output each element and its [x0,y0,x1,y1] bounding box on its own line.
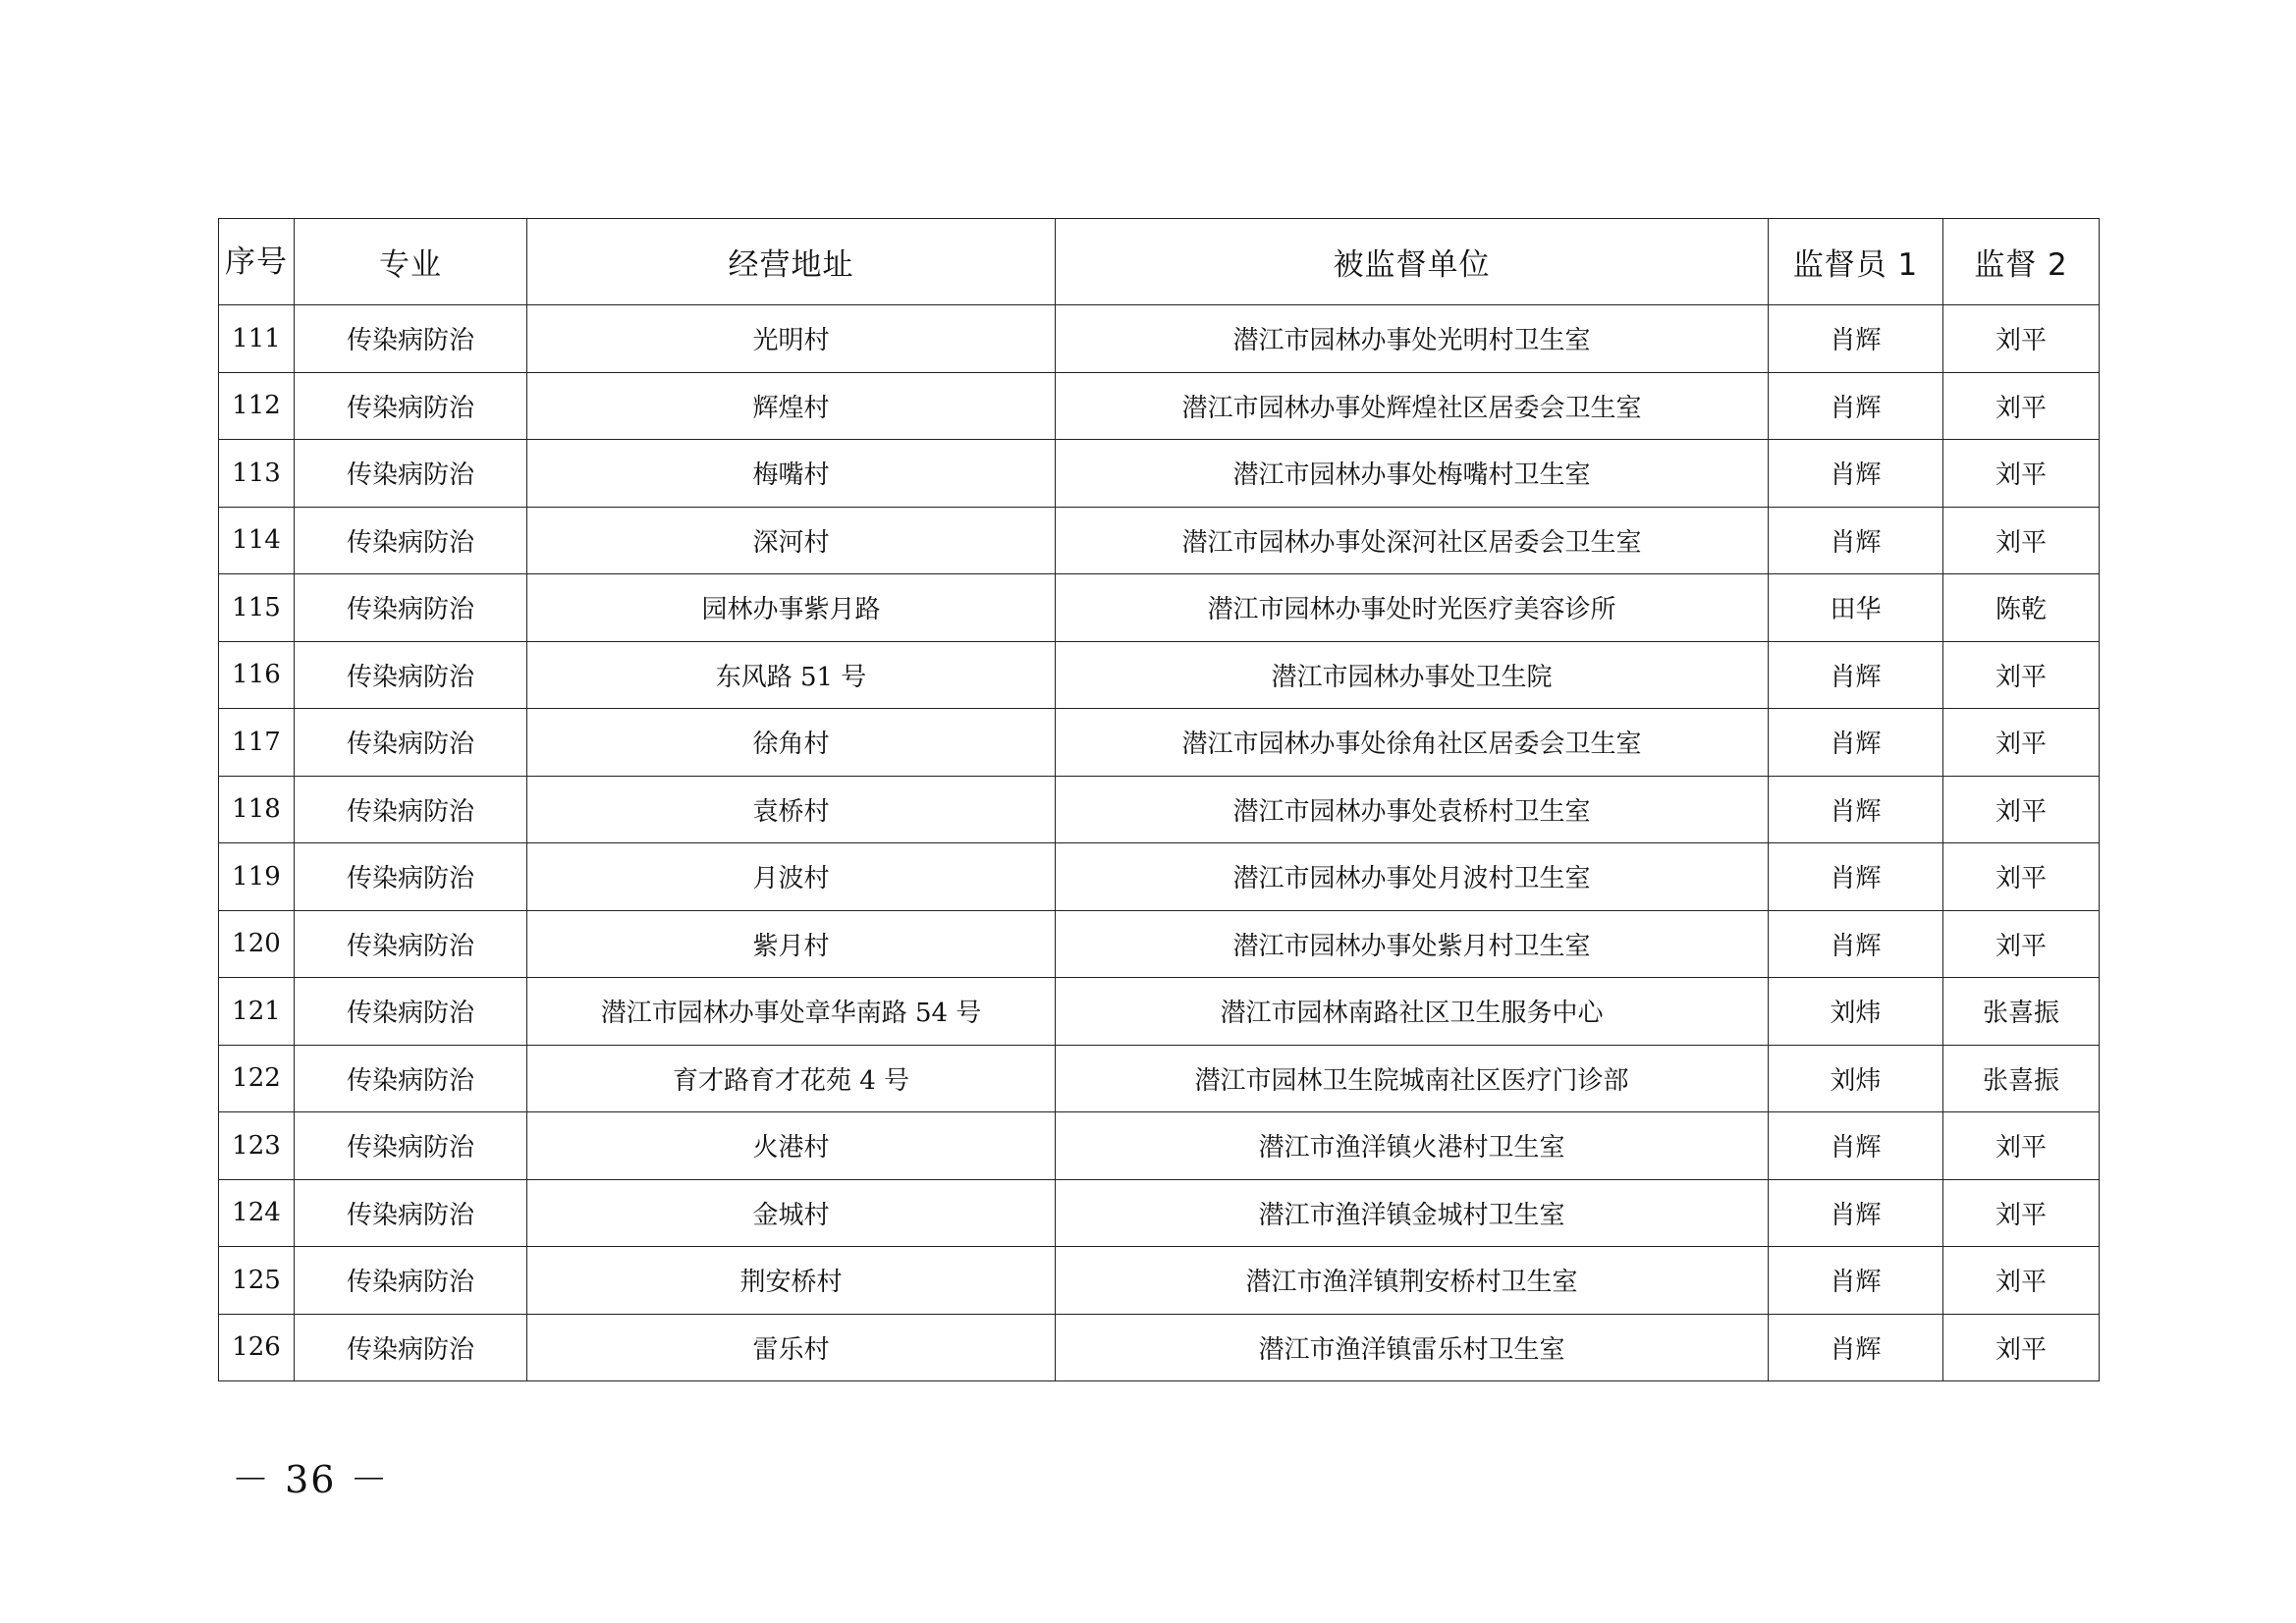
cell-supervisor-1: 刘炜 [1769,1045,1943,1112]
cell-unit: 潜江市园林南路社区卫生服务中心 [1056,978,1769,1046]
cell-unit: 潜江市园林办事处徐角社区居委会卫生室 [1056,709,1769,777]
cell-specialty: 传染病防治 [295,843,527,911]
cell-supervisor-2: 刘平 [1943,1179,2100,1247]
cell-unit: 潜江市渔洋镇火港村卫生室 [1056,1112,1769,1180]
table-row [219,574,2100,642]
cell-unit: 潜江市渔洋镇雷乐村卫生室 [1056,1314,1769,1381]
cell-unit: 潜江市园林办事处深河社区居委会卫生室 [1056,507,1769,574]
cell-supervisor-1: 肖辉 [1769,372,1943,440]
cell-specialty: 传染病防治 [295,709,527,777]
table-row [219,1314,2100,1381]
cell-unit: 潜江市渔洋镇金城村卫生室 [1056,1179,1769,1247]
cell-seq: 117 [219,709,295,777]
cell-supervisor-1: 肖辉 [1769,305,1943,373]
table-row [219,372,2100,440]
table-row [219,305,2100,373]
cell-supervisor-1: 肖辉 [1769,1314,1943,1381]
cell-unit: 潜江市园林办事处紫月村卫生室 [1056,910,1769,978]
cell-supervisor-1: 肖辉 [1769,440,1943,508]
header-address: 经营地址 [527,219,1056,305]
cell-supervisor-2: 刘平 [1943,372,2100,440]
cell-specialty: 传染病防治 [295,305,527,373]
page-number: － 36 － [232,1458,390,1501]
cell-supervisor-2: 刘平 [1943,440,2100,508]
cell-unit: 潜江市园林办事处月波村卫生室 [1056,843,1769,911]
cell-address: 辉煌村 [527,372,1056,440]
cell-supervisor-1: 刘炜 [1769,978,1943,1046]
cell-seq: 116 [219,641,295,709]
cell-seq: 120 [219,910,295,978]
cell-supervisor-2: 刘平 [1943,843,2100,911]
cell-supervisor-1: 肖辉 [1769,507,1943,574]
header-supervisor-1: 监督员 1 [1769,219,1943,305]
cell-supervisor-1: 肖辉 [1769,709,1943,777]
cell-supervisor-2: 张喜振 [1943,1045,2100,1112]
cell-seq: 121 [219,978,295,1046]
cell-supervisor-1: 肖辉 [1769,1179,1943,1247]
table-row [219,978,2100,1046]
cell-address: 梅嘴村 [527,440,1056,508]
table-row [219,641,2100,709]
table-body [219,305,2100,1381]
header-supervisor-2: 监督 2 [1943,219,2100,305]
cell-supervisor-1: 肖辉 [1769,843,1943,911]
cell-seq: 123 [219,1112,295,1180]
cell-specialty: 传染病防治 [295,910,527,978]
cell-seq: 125 [219,1247,295,1315]
cell-supervisor-1: 肖辉 [1769,1247,1943,1315]
cell-address: 深河村 [527,507,1056,574]
cell-supervisor-2: 刘平 [1943,305,2100,373]
cell-unit: 潜江市园林办事处梅嘴村卫生室 [1056,440,1769,508]
cell-supervisor-2: 刘平 [1943,1247,2100,1315]
cell-specialty: 传染病防治 [295,1247,527,1315]
header-seq: 序号 [219,219,295,305]
header-specialty: 专业 [295,219,527,305]
cell-supervisor-2: 张喜振 [1943,978,2100,1046]
cell-supervisor-1: 肖辉 [1769,641,1943,709]
cell-address: 园林办事紫月路 [527,574,1056,642]
cell-address: 月波村 [527,843,1056,911]
cell-specialty: 传染病防治 [295,574,527,642]
cell-address: 紫月村 [527,910,1056,978]
cell-seq: 118 [219,776,295,843]
table-row [219,1247,2100,1315]
cell-unit: 潜江市渔洋镇荆安桥村卫生室 [1056,1247,1769,1315]
cell-unit: 潜江市园林办事处卫生院 [1056,641,1769,709]
table-row [219,843,2100,911]
cell-supervisor-2: 刘平 [1943,1314,2100,1381]
cell-specialty: 传染病防治 [295,978,527,1046]
cell-supervisor-2: 刘平 [1943,1112,2100,1180]
cell-specialty: 传染病防治 [295,1314,527,1381]
table-row [219,1112,2100,1180]
cell-supervisor-2: 刘平 [1943,776,2100,843]
cell-specialty: 传染病防治 [295,440,527,508]
cell-address: 徐角村 [527,709,1056,777]
cell-supervisor-2: 刘平 [1943,709,2100,777]
cell-seq: 114 [219,507,295,574]
table-row [219,776,2100,843]
cell-specialty: 传染病防治 [295,1112,527,1180]
cell-seq: 113 [219,440,295,508]
cell-unit: 潜江市园林办事处光明村卫生室 [1056,305,1769,373]
cell-seq: 124 [219,1179,295,1247]
supervision-table [218,218,2100,1381]
cell-supervisor-1: 田华 [1769,574,1943,642]
header-unit: 被监督单位 [1056,219,1769,305]
cell-supervisor-2: 刘平 [1943,910,2100,978]
cell-unit: 潜江市园林卫生院城南社区医疗门诊部 [1056,1045,1769,1112]
table-row [219,507,2100,574]
table-header [219,219,2100,305]
cell-address: 潜江市园林办事处章华南路 54 号 [527,978,1056,1046]
cell-seq: 112 [219,372,295,440]
cell-address: 雷乐村 [527,1314,1056,1381]
cell-address: 袁桥村 [527,776,1056,843]
table-row [219,1045,2100,1112]
cell-unit: 潜江市园林办事处时光医疗美容诊所 [1056,574,1769,642]
cell-supervisor-1: 肖辉 [1769,910,1943,978]
cell-supervisor-2: 陈乾 [1943,574,2100,642]
cell-supervisor-1: 肖辉 [1769,1112,1943,1180]
cell-address: 育才路育才花苑 4 号 [527,1045,1056,1112]
cell-specialty: 传染病防治 [295,372,527,440]
cell-address: 光明村 [527,305,1056,373]
cell-supervisor-2: 刘平 [1943,641,2100,709]
cell-specialty: 传染病防治 [295,1045,527,1112]
cell-seq: 122 [219,1045,295,1112]
cell-seq: 126 [219,1314,295,1381]
cell-specialty: 传染病防治 [295,507,527,574]
cell-supervisor-1: 肖辉 [1769,776,1943,843]
cell-address: 东风路 51 号 [527,641,1056,709]
cell-unit: 潜江市园林办事处辉煌社区居委会卫生室 [1056,372,1769,440]
cell-seq: 115 [219,574,295,642]
cell-seq: 119 [219,843,295,911]
cell-seq: 111 [219,305,295,373]
table-row [219,910,2100,978]
cell-address: 金城村 [527,1179,1056,1247]
cell-supervisor-2: 刘平 [1943,507,2100,574]
cell-specialty: 传染病防治 [295,776,527,843]
cell-specialty: 传染病防治 [295,641,527,709]
header-row [219,219,2100,305]
cell-address: 火港村 [527,1112,1056,1180]
table-row [219,440,2100,508]
cell-specialty: 传染病防治 [295,1179,527,1247]
cell-unit: 潜江市园林办事处袁桥村卫生室 [1056,776,1769,843]
cell-address: 荆安桥村 [527,1247,1056,1315]
table-row [219,709,2100,777]
table-row [219,1179,2100,1247]
